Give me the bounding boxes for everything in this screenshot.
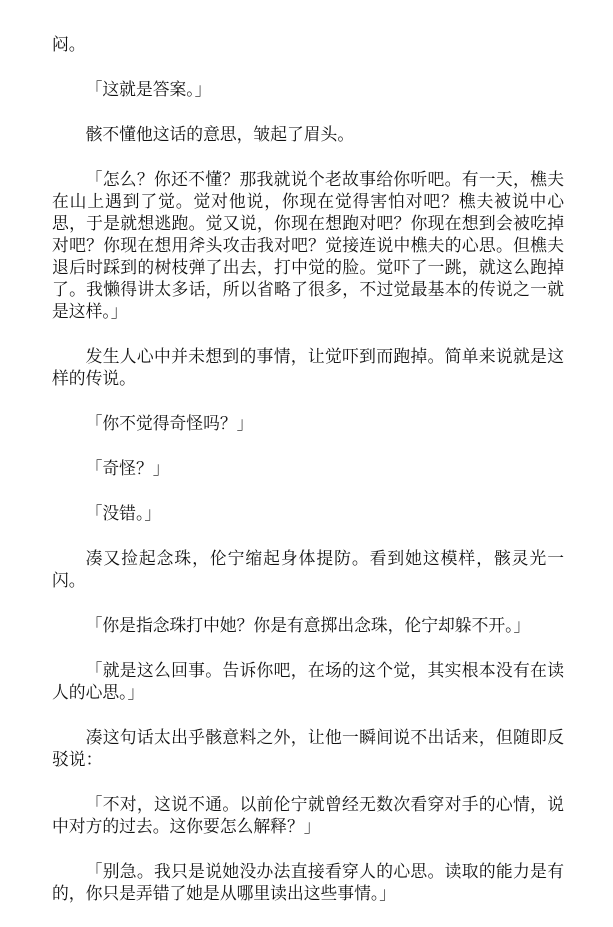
paragraph: 「没错。」 xyxy=(85,503,162,523)
paragraph: 「怎么？你还不懂？那我就说个老故事给你听吧。有一天，樵夫在山上遇到了觉。觉对他说，你现在觉得害怕对吧？樵夫被说中心思，于是就想逃跑。觉又说，你现在想跑对吧？你现在想到会被吃掉对吧？你现在想用斧头攻击我对吧？觉接连说中樵夫的心思。但樵夫退后时踩到的树枝弹了出去，打中觉的脸。觉吓了一跳，就这么跑掉了。我懒得讲太多话，所以省略了很多，不过觉最基本的传说之一就是这样。」 xyxy=(52,169,564,321)
paragraph: 「就是这么回事。告诉你吧，在场的这个觉，其实根本没有在读人的心思。」 xyxy=(52,660,564,702)
paragraph: 发生人心中并未想到的事情，让觉吓到而跑掉。简单来说就是这样的传说。 xyxy=(52,346,564,388)
paragraph: 闷。 xyxy=(52,34,86,54)
paragraph: 「你是指念珠打中她？你是有意掷出念珠，伦宁却躲不开。」 xyxy=(85,615,531,635)
paragraph: 凑又捡起念珠，伦宁缩起身体提防。看到她这模样，骸灵光一闪。 xyxy=(52,548,564,590)
paragraph: 「这就是答案。」 xyxy=(85,79,212,99)
paragraph: 凑这句话太出乎骸意料之外，让他一瞬间说不出话来，但随即反驳说： xyxy=(52,727,564,769)
paragraph: 骸不懂他这话的意思，皱起了眉头。 xyxy=(85,124,355,144)
paragraph: 「你不觉得奇怪吗？」 xyxy=(85,413,254,433)
paragraph: 「不对，这说不通。以前伦宁就曾经无数次看穿对手的心情，说中对方的过去。这你要怎么解释？」 xyxy=(52,794,564,836)
paragraph: 「奇怪？」 xyxy=(85,458,170,478)
document-page xyxy=(52,33,564,927)
paragraph: 「别急。我只是说她没办法直接看穿人的心思。读取的能力是有的，你只是弄错了她是从哪里读出这些事情。」 xyxy=(52,861,564,903)
